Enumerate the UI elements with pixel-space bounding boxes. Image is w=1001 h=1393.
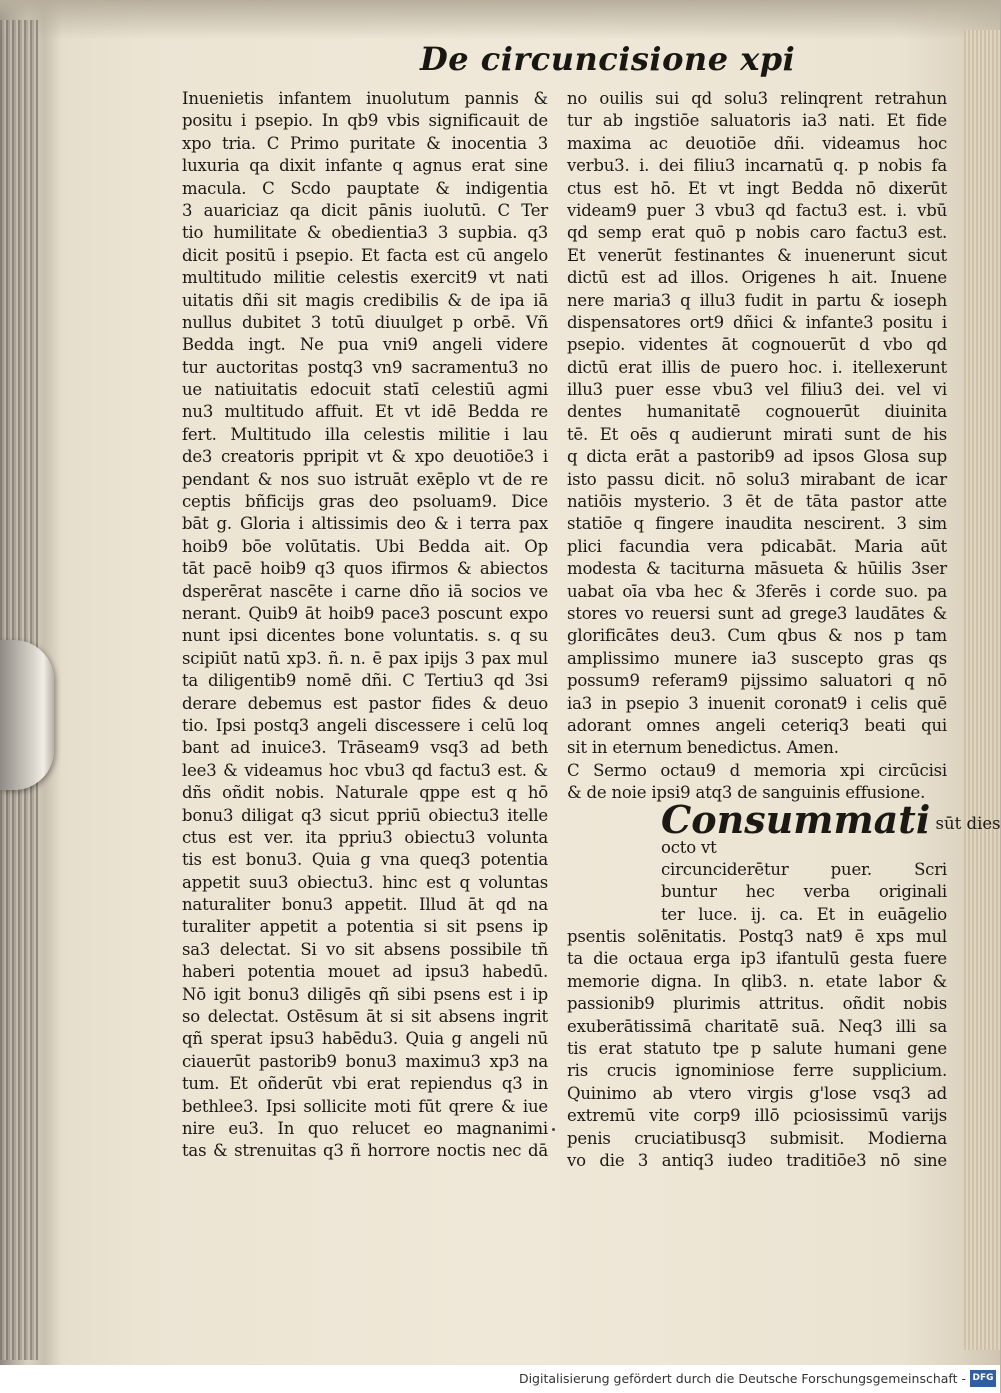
text-line: ta die octaua erga ip3 ifantulū gesta fuere bbox=[567, 949, 947, 969]
right-text-column bbox=[567, 88, 1001, 1172]
page-top-shadow bbox=[0, 0, 1000, 40]
text-line: memorie digna. In qlib3. n. etate labor & bbox=[567, 971, 947, 991]
text-line: tāt pacē hoib9 q3 quos ifirmos & abiectos bbox=[182, 559, 548, 579]
text-line: octo vt bbox=[661, 837, 717, 857]
text-line: extremū vite corp9 illō pciosissimū varijs bbox=[567, 1106, 947, 1126]
text-line: dictū erat illis de puero hoc. i. itellexerunt bbox=[567, 357, 947, 377]
footer-credit: Digitalisierung gefördert durch die Deutsche Forschungsgemeinschaft - bbox=[518, 1371, 966, 1386]
text-line: dicit positū i psepio. Et facta est cū angelo bbox=[182, 245, 548, 265]
text-line: ris crucis ignominiose ferre supplicium. bbox=[567, 1061, 947, 1081]
text-line: ter luce. ij. ca. Et in euāgelio bbox=[661, 904, 947, 924]
text-line: tas & strenuitas q3 ñ horrore noctis nec dā bbox=[182, 1141, 548, 1161]
left-text-column bbox=[182, 88, 548, 1163]
text-line: psentis solēnitatis. Postq3 nat9 ē xps mul bbox=[567, 927, 947, 947]
text-line: nu3 multitudo affuit. Et vt idē Bedda re bbox=[182, 402, 548, 422]
text-line: dentes humanitatē cognouerūt diuinita bbox=[567, 402, 947, 422]
text-line: passionib9 plurimis attritus. oñdit nobis bbox=[567, 994, 947, 1014]
page-clip bbox=[0, 640, 54, 790]
text-line: stores vo reuersi sunt ad grege3 laudātes & bbox=[567, 603, 947, 623]
text-line: amplissimo munere ia3 suscepto gras qs bbox=[567, 648, 947, 668]
text-line: ia3 in psepio 3 inuenit coronat9 i celis quē bbox=[567, 693, 947, 713]
text-line: ctus est hō. Et vt ingt Bedda nō dixerūt bbox=[567, 178, 947, 198]
text-line: sit in eternum benedictus. Amen. bbox=[567, 738, 839, 758]
text-line: glorificātes deu3. Cum qbus & nos p tam bbox=[567, 626, 947, 646]
text-line: tē. Et oēs q audierunt mirati sunt de his bbox=[567, 424, 947, 444]
text-line: xpo tria. C Primo puritate & inocentia 3 bbox=[182, 133, 548, 153]
text-line: modesta & taciturna māsueta & hūilis 3ser bbox=[567, 559, 947, 579]
text-line: sa3 delectat. Si vo sit absens possibile tñ bbox=[182, 939, 548, 959]
text-line: qd semp erat quō p nobis caro factu3 est. bbox=[567, 223, 947, 243]
text-line: dsperērat nascēte i carne dño iā socios ve bbox=[182, 581, 548, 601]
text-line: Et venerūt festinantes & inuenerunt sicut bbox=[567, 245, 947, 265]
text-line: tur auctoritas postq3 vn9 sacramentu3 no bbox=[182, 357, 548, 377]
initial-line bbox=[567, 796, 1001, 842]
text-line: circunciderētur puer. Scri bbox=[661, 859, 947, 879]
text-line: nere maria3 q illu3 fudit in partu & ioseph bbox=[567, 290, 947, 310]
right-column-after-initial bbox=[567, 837, 947, 1173]
text-line: luxuria qa dixit infante q agnus erat sine bbox=[182, 156, 548, 176]
text-line: tur ab ingstiōe saluatoris ia3 nati. Et fide bbox=[567, 111, 947, 131]
text-line: nullus dubitet 3 totū diuulget p orbē. Vñ bbox=[182, 312, 548, 332]
text-line: Bedda ingt. Ne pua vni9 angeli videre bbox=[182, 335, 548, 355]
initial-after: sūt dies bbox=[935, 813, 1001, 833]
text-line: ceptis bñficijs gras deo psoluam9. Dice bbox=[182, 492, 548, 512]
text-line: possum9 referam9 pijssimo saluatori q nō bbox=[567, 671, 947, 691]
text-line: qñ sperat ipsu3 habēdu3. Quia g angeli nū bbox=[182, 1029, 548, 1049]
text-line: statiōe q fingere inaudita nescirent. 3 sim bbox=[567, 514, 947, 534]
text-line: so delectat. Ostēsum āt si sit absens ingrit bbox=[182, 1007, 548, 1027]
text-line: ciauerūt pastorib9 bonu3 maximu3 xp3 na bbox=[182, 1051, 548, 1071]
text-line: Inuenietis infantem inuolutum pannis & bbox=[182, 89, 548, 108]
text-line: nerant. Quib9 āt hoib9 pace3 poscunt expo bbox=[182, 603, 548, 623]
text-line: bant ad inuice3. Trāseam9 vsq3 ad beth bbox=[182, 738, 548, 758]
text-line: naturaliter bonu3 appetit. Illud āt qd na bbox=[182, 895, 548, 915]
text-line: natiōis mysterio. 3 ēt de tāta pastor atte bbox=[567, 492, 947, 512]
right-column-lines bbox=[567, 88, 947, 805]
text-line: bāt g. Gloria i altissimis deo & i terra pax bbox=[182, 514, 548, 534]
text-line: adorant omnes angeli ceteriq3 beati qui bbox=[567, 715, 947, 735]
text-line: tio. Ipsi postq3 angeli discessere i celū loq bbox=[182, 715, 548, 735]
text-line: vo die 3 antiq3 iudeo traditiōe3 nō sine bbox=[567, 1150, 947, 1170]
text-line: C Sermo octau9 d memoria xpi circūcisi bbox=[567, 760, 947, 780]
drop-initial: C bbox=[661, 796, 692, 842]
text-line: verbu3. i. dei filiu3 incarnatū q. p nobis fa bbox=[567, 156, 947, 176]
text-line: no ouilis sui qd solu3 relinqrent retrahun bbox=[567, 89, 947, 108]
text-line: nire eu3. In quo relucet eo magnanimi bbox=[182, 1118, 548, 1138]
text-line: q dicta erāt a pastorib9 ad ipsos Glosa sup bbox=[567, 447, 947, 467]
book-edge-right bbox=[964, 30, 1000, 1350]
text-line: Nō igit bonu3 diligēs qñ sibi psens est i ip bbox=[182, 984, 548, 1004]
text-line: penis cruciatibusq3 submisit. Modierna bbox=[567, 1128, 947, 1148]
text-line: illu3 puer esse vbu3 vel filiu3 dei. vel vi bbox=[567, 380, 947, 400]
text-line: isto passu dicit. nō solu3 mirabant de icar bbox=[567, 469, 947, 489]
text-line: bonu3 diligat q3 sicut ppriū obiectu3 itelle bbox=[182, 805, 548, 825]
text-line: tis est bonu3. Quia g vna queq3 potentia bbox=[182, 850, 548, 870]
text-line: bethlee3. Ipsi sollicite moti fūt qrere & iue bbox=[182, 1096, 548, 1116]
text-line: tio humilitate & obedientia3 3 supbia. q3 bbox=[182, 223, 548, 243]
text-line: ta diligentib9 nomē dñi. C Tertiu3 qd 3si bbox=[182, 671, 548, 691]
text-line: nunt ipsi dicentes bone voluntatis. s. q su bbox=[182, 626, 548, 646]
ink-speck bbox=[552, 1128, 555, 1131]
text-line: ctus est ver. ita ppriu3 obiectu3 volunta bbox=[182, 827, 548, 847]
text-line: & de noie ipsi9 atq3 de sanguinis effusione. bbox=[567, 783, 926, 803]
text-line: psepio. videntes āt cognouerūt d vbo qd bbox=[567, 335, 947, 355]
text-line: lee3 & videamus hoc vbu3 qd factu3 est. & bbox=[182, 760, 548, 780]
initial-word: onsummati bbox=[691, 796, 931, 842]
text-line: dictū est ad illos. Origenes h ait. Inuene bbox=[567, 268, 947, 288]
text-line: exuberātissimā charitatē suā. Neq3 illi sa bbox=[567, 1016, 947, 1036]
text-line: turaliter appetit a potentia si sit psens ip bbox=[182, 917, 548, 937]
text-line: plici facundia vera pdicabāt. Maria aūt bbox=[567, 536, 947, 556]
text-line: de3 creatoris ppripit vt & xpo deuotiōe3 i bbox=[182, 447, 548, 467]
text-line: dñs oñdit nobis. Naturale qppe est q hō bbox=[182, 783, 548, 803]
running-header: De circuncisione xpi bbox=[420, 40, 796, 78]
text-line: uabat oīa vba hec & 3ferēs i corde suo. pa bbox=[567, 581, 947, 601]
text-line: appetit suu3 obiectu3. hinc est q voluntas bbox=[182, 872, 548, 892]
text-line: haberi potentia mouet ad ipsu3 habedū. bbox=[182, 962, 548, 982]
text-line: pendant & nos suo istruāt exēplo vt de re bbox=[182, 469, 548, 489]
text-line: uitatis dñi sit magis credibilis & de ipa iā bbox=[182, 290, 548, 310]
text-line: buntur hec verba originali bbox=[661, 882, 947, 902]
text-line: Quinimo ab vtero virgis g'lose vsq3 ad bbox=[567, 1083, 947, 1103]
text-line: fert. Multitudo illa celestis militie i lau bbox=[182, 424, 548, 444]
text-line: multitudo militie celestis exercit9 vt nati bbox=[182, 268, 548, 288]
text-line: 3 auariciaz qa dicit pānis iuolutū. C Ter bbox=[182, 200, 548, 220]
text-line: derare debemus est pastor fides & deuo bbox=[182, 693, 548, 713]
text-line: macula. C Scdo pauptate & indigentia bbox=[182, 178, 548, 198]
text-line: videam9 puer 3 vbu3 qd factu3 est. i. vbū bbox=[567, 200, 947, 220]
text-line: hoib9 bōe volūtatis. Ubi Bedda ait. Op bbox=[182, 536, 548, 556]
text-line: tum. Et oñderūt vbi erat repiendus q3 in bbox=[182, 1074, 548, 1094]
footer-bar bbox=[0, 1365, 1000, 1393]
text-line: maxima ac deuotiōe dñi. videamus hoc bbox=[567, 133, 947, 153]
text-line: scipiūt natū xp3. ñ. n. ē pax ipijs 3 pax mul bbox=[182, 648, 548, 668]
text-line: dispensatores ort9 dñici & infante3 positu i bbox=[567, 312, 947, 332]
text-line: tis erat statuto tpe p salute humani gene bbox=[567, 1039, 947, 1059]
dfg-logo: DFG bbox=[970, 1370, 996, 1387]
text-line: positu i psepio. In qb9 vbis significauit de bbox=[182, 111, 548, 131]
text-line: ue natiuitatis edocuit statī celestiū agmi bbox=[182, 380, 548, 400]
